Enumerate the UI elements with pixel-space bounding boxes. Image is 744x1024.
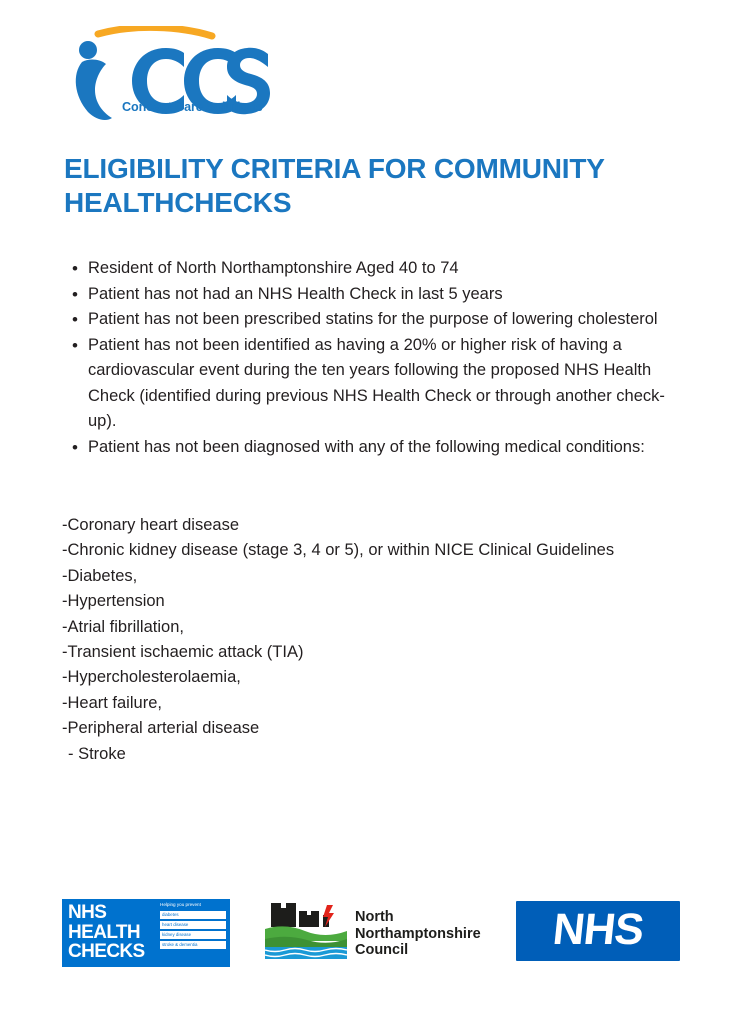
list-item: • Patient has not had an NHS Health Check in last 5 years <box>64 282 684 308</box>
nhs-health-checks-condition-bar: heart disease <box>160 921 226 929</box>
list-item: -Heart failure, <box>62 693 162 712</box>
nhs-health-checks-strapline: Helping you prevent <box>160 902 201 907</box>
nhs-health-checks-line2: HEALTH <box>68 921 141 943</box>
nhs-health-checks-condition-bar: kidney disease <box>160 931 226 939</box>
list-item: -Diabetes, <box>62 566 138 585</box>
nhs-health-checks-condition-bar: stroke & dementia <box>160 941 226 949</box>
council-wordmark <box>355 909 481 959</box>
nhs-health-checks-condition-bar: diabetes <box>160 911 226 919</box>
footer-logos <box>0 893 744 983</box>
list-item: • Patient has not been prescribed statins for the purpose of lowering cholesterol <box>64 307 684 333</box>
ccs-logo-tagline: Concept Care Solutions <box>122 100 263 114</box>
list-item: -Hypercholesterolaemia, <box>62 668 241 687</box>
list-item: -Atrial fibrillation, <box>62 617 184 636</box>
list-item: -Peripheral arterial disease <box>62 719 260 738</box>
nhs-health-checks-conditions <box>160 911 226 951</box>
nhs-wordmark: NHS <box>550 905 646 955</box>
council-line2: Northamptonshire <box>355 925 481 942</box>
nhs-logo <box>516 901 680 961</box>
list-item: -Coronary heart disease <box>62 516 240 534</box>
council-line1: North <box>355 909 394 925</box>
list-item: • Patient has not been identified as having a 20% or higher risk of having a cardiovascular event during the ten years following the proposed NHS Health Check (identified during previous NHS Health Check or through another check-up). <box>64 333 684 435</box>
list-item: - Stroke <box>68 744 126 763</box>
list-item: • Patient has not been diagnosed with any of the following medical conditions: <box>64 435 684 461</box>
ccs-logo <box>62 26 272 122</box>
council-crest-icon <box>265 899 347 961</box>
nhs-health-checks-line3: CHECKS <box>68 941 145 962</box>
list-item: -Hypertension <box>62 592 165 611</box>
medical-conditions-list <box>62 513 702 767</box>
nhs-health-checks-logo <box>62 899 230 967</box>
page-title: ELIGIBILITY CRITERIA FOR COMMUNITY HEALTHCHECKS <box>64 153 605 218</box>
council-line3: Council <box>355 942 409 958</box>
list-item: -Transient ischaemic attack (TIA) <box>62 643 304 662</box>
nhs-health-checks-wordmark <box>68 903 145 962</box>
list-item: -Chronic kidney disease (stage 3, 4 or 5), or within NICE Clinical Guidelines <box>62 541 615 560</box>
north-northamptonshire-council-logo <box>265 897 490 969</box>
nhs-health-checks-line1: NHS <box>68 902 107 923</box>
list-item: • Resident of North Northamptonshire Aged 40 to 74 <box>64 256 684 282</box>
eligibility-criteria-list <box>64 256 684 460</box>
